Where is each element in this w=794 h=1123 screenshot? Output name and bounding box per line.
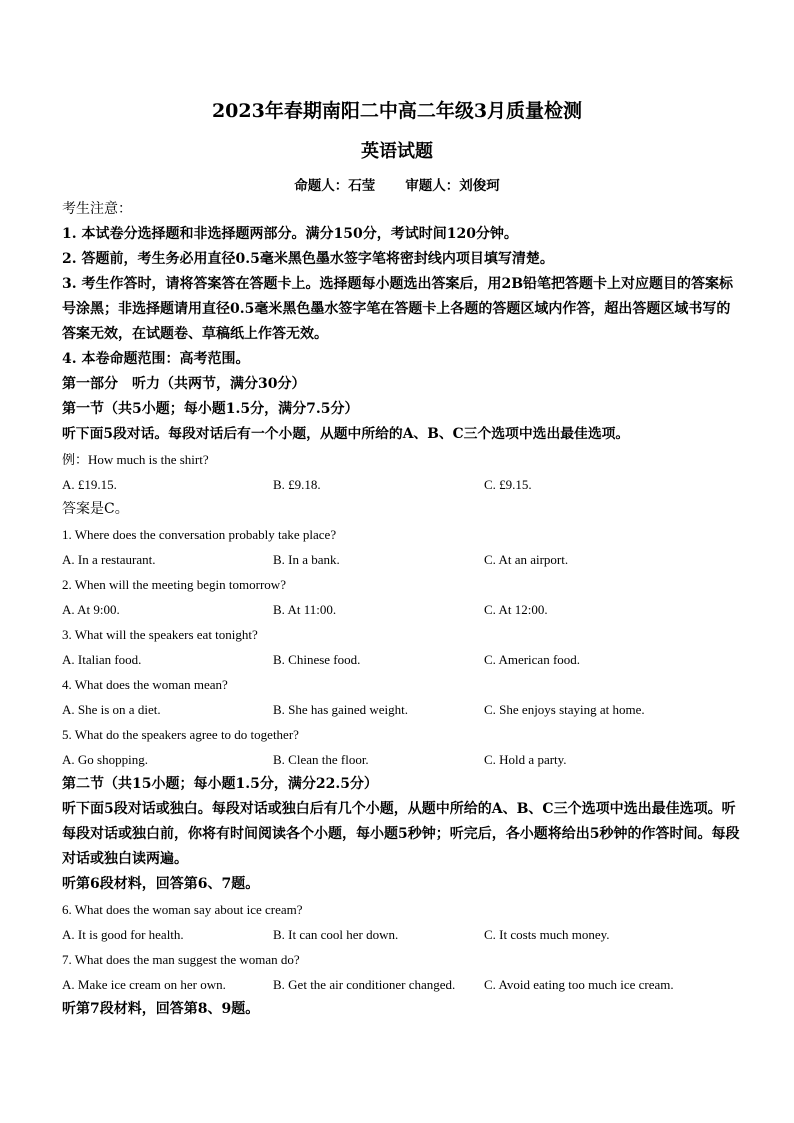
notice-heading: 考生注意： [62, 201, 132, 217]
option-c: C. At 12:00. [484, 602, 548, 617]
part-heading: 第一部分 听力（共两节，满分30分） [62, 376, 306, 392]
question-3-options [62, 647, 742, 672]
material-heading: 听第7段材料，回答第8、9题。 [62, 1001, 260, 1017]
reviewer-label: 审题人：刘俊珂 [405, 178, 500, 194]
notice-item: 2. 答题前，考生务必用直径0.5毫米黑色墨水签字笔将密封线内项目填写清楚。 [62, 251, 554, 267]
option-b: B. In a bank. [273, 552, 340, 567]
option-c: C. At an airport. [484, 552, 569, 567]
option-b: B. At 11:00. [273, 602, 337, 617]
question-7-options [62, 972, 742, 997]
notice-item: 3. 考生作答时，请将答案答在答题卡上。选择题每小题选出答案后，用2B铅笔把答题卡上对应题目的答案标号涂黑；非选择题请用直径0.5毫米黑色墨水签字笔在答题卡上各题的答题区域内作答，超出答题区域书写的答案无效，在试题卷、草稿纸上作答无效。 [62, 276, 734, 342]
question-2-options [62, 597, 742, 622]
option-c: C. American food. [484, 652, 581, 667]
question-4: 4. What does the woman mean? [62, 677, 228, 692]
option-b: B. Clean the floor. [273, 752, 369, 767]
option-a: A. Italian food. [62, 652, 142, 667]
option-a: A. Make ice cream on her own. [62, 977, 226, 992]
question-2: 2. When will the meeting begin tomorrow? [62, 577, 286, 592]
section-instruction: 听下面5段对话或独白。每段对话或独白后有几个小题，从题中所给的A、B、C三个选项中选出最佳选项。听每段对话或独白前，你将有时间阅读各个小题，每小题5秒钟；听完后，各小题将给出5秒钟的作答时间。每段对话或独白读两遍。 [62, 801, 740, 867]
option-b: B. £9.18. [273, 477, 321, 492]
option-a: A. It is good for health. [62, 927, 184, 942]
question-6: 6. What does the woman say about ice cream? [62, 902, 303, 917]
example-options [62, 472, 742, 497]
option-c: C. It costs much money. [484, 927, 610, 942]
option-b: B. She has gained weight. [273, 702, 409, 717]
section-heading: 第一节（共5小题；每小题1.5分，满分7.5分） [62, 401, 359, 417]
option-a: A. At 9:00. [62, 602, 120, 617]
exam-title: 2023年春期南阳二中高二年级3月质量检测 [211, 100, 583, 122]
option-b: B. Get the air conditioner changed. [273, 977, 456, 992]
question-3: 3. What will the speakers eat tonight? [62, 627, 258, 642]
example-answer: 答案是C。 [62, 501, 129, 517]
question-6-options [62, 922, 742, 947]
authors-line [0, 174, 794, 194]
option-a: A. Go shopping. [62, 752, 148, 767]
question-1: 1. Where does the conversation probably take place? [62, 527, 337, 542]
notice-item: 4. 本卷命题范围：高考范围。 [62, 351, 250, 367]
option-c: C. Avoid eating too much ice cream. [484, 977, 674, 992]
section-instruction: 听下面5段对话。每段对话后有一个小题，从题中所给的A、B、C三个选项中选出最佳选项。 [62, 426, 630, 442]
question-5-options [62, 747, 742, 772]
option-c: C. £9.15. [484, 477, 532, 492]
option-c: C. Hold a party. [484, 752, 567, 767]
material-heading: 听第6段材料，回答第6、7题。 [62, 876, 260, 892]
option-b: B. It can cool her down. [273, 927, 399, 942]
option-a: A. She is on a diet. [62, 702, 161, 717]
example-question: 例：How much is the shirt? [62, 452, 209, 467]
option-a: A. In a restaurant. [62, 552, 156, 567]
exam-subtitle: 英语试题 [361, 141, 433, 162]
question-7: 7. What does the man suggest the woman do? [62, 952, 300, 967]
question-4-options [62, 697, 742, 722]
setter-label: 命题人：石莹 [294, 178, 376, 194]
notice-item: 1. 本试卷分选择题和非选择题两部分。满分150分，考试时间120分钟。 [62, 226, 518, 242]
exam-content [62, 197, 742, 1022]
section-heading: 第二节（共15小题；每小题1.5分，满分22.5分） [62, 776, 378, 792]
question-1-options [62, 547, 742, 572]
question-5: 5. What do the speakers agree to do together? [62, 727, 299, 742]
option-a: A. £19.15. [62, 477, 117, 492]
option-b: B. Chinese food. [273, 652, 361, 667]
option-c: C. She enjoys staying at home. [484, 702, 645, 717]
